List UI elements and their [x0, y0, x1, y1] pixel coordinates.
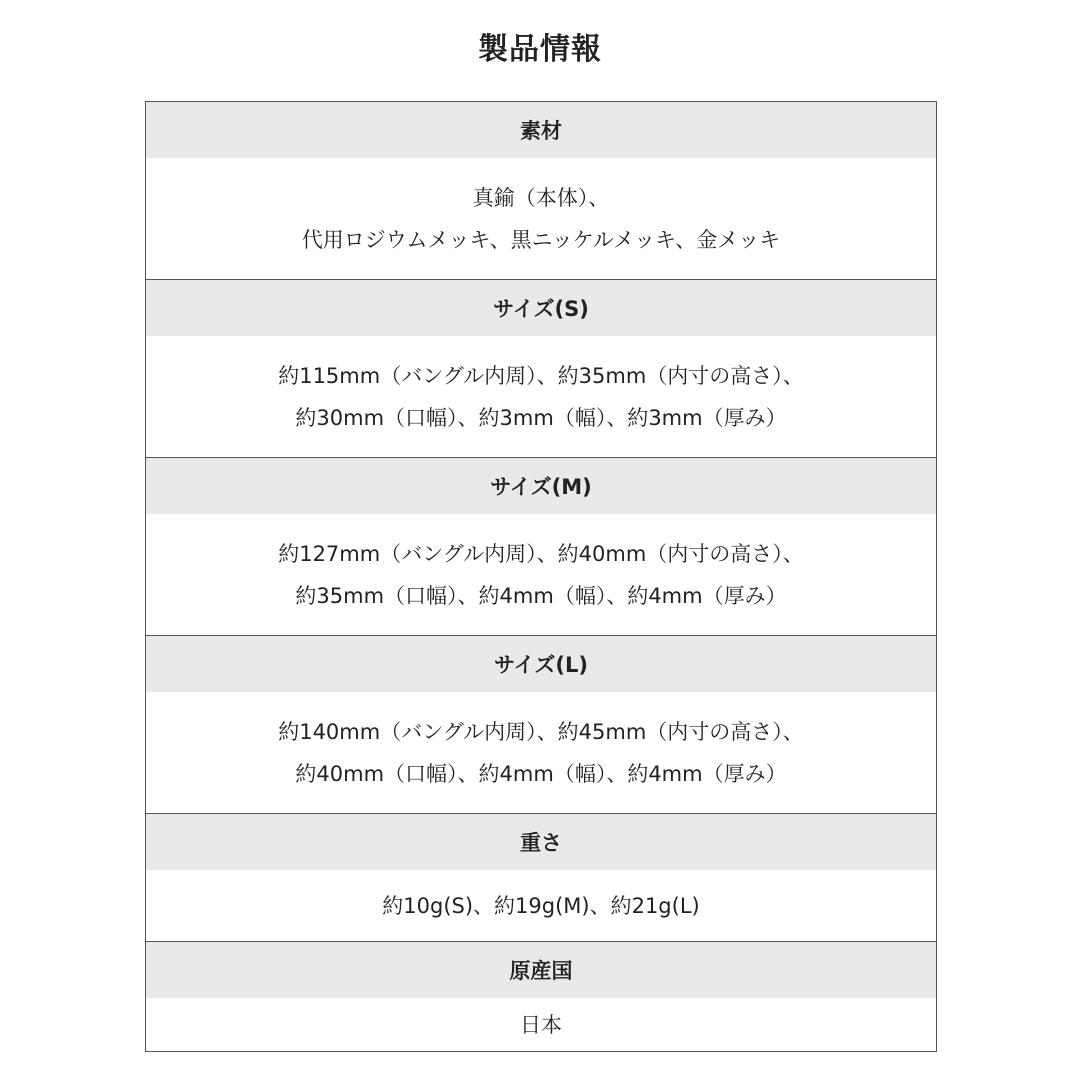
- section-body-origin: [146, 998, 936, 1052]
- section-body-size-m: [146, 514, 936, 636]
- section-header-size-m: サイズ(M): [146, 458, 936, 514]
- page-title: 製品情報: [478, 32, 602, 67]
- section-header-origin: 原産国: [146, 942, 936, 998]
- size-s-line-1: 約115mm（バングル内周）、約35mm（内寸の高さ）、: [278, 363, 804, 388]
- section-body-size-s: [146, 336, 936, 458]
- section-header-size-l: サイズ(L): [146, 636, 936, 692]
- size-l-line-1: 約140mm（バングル内周）、約45mm（内寸の高さ）、: [278, 719, 804, 744]
- section-header-weight: 重さ: [146, 814, 936, 870]
- section-header-material: 素材: [146, 102, 936, 158]
- material-line-2: 代用ロジウムメッキ、黒ニッケルメッキ、金メッキ: [301, 227, 781, 252]
- size-s-line-2: 約30mm（口幅）、約3mm（幅）、約3mm（厚み）: [295, 405, 787, 430]
- material-line-1: 真鍮（本体）、: [472, 185, 610, 210]
- product-spec-table: [145, 101, 937, 1052]
- section-body-weight: [146, 870, 936, 942]
- size-l-line-2: 約40mm（口幅）、約4mm（幅）、約4mm（厚み）: [295, 761, 787, 786]
- origin-line-1: 日本: [520, 1012, 562, 1037]
- section-header-size-s: サイズ(S): [146, 280, 936, 336]
- section-body-size-l: [146, 692, 936, 814]
- weight-line-1: 約10g(S)、約19g(M)、約21g(L): [382, 893, 700, 918]
- size-m-line-1: 約127mm（バングル内周）、約40mm（内寸の高さ）、: [278, 541, 804, 566]
- size-m-line-2: 約35mm（口幅）、約4mm（幅）、約4mm（厚み）: [295, 583, 787, 608]
- section-body-material: [146, 158, 936, 280]
